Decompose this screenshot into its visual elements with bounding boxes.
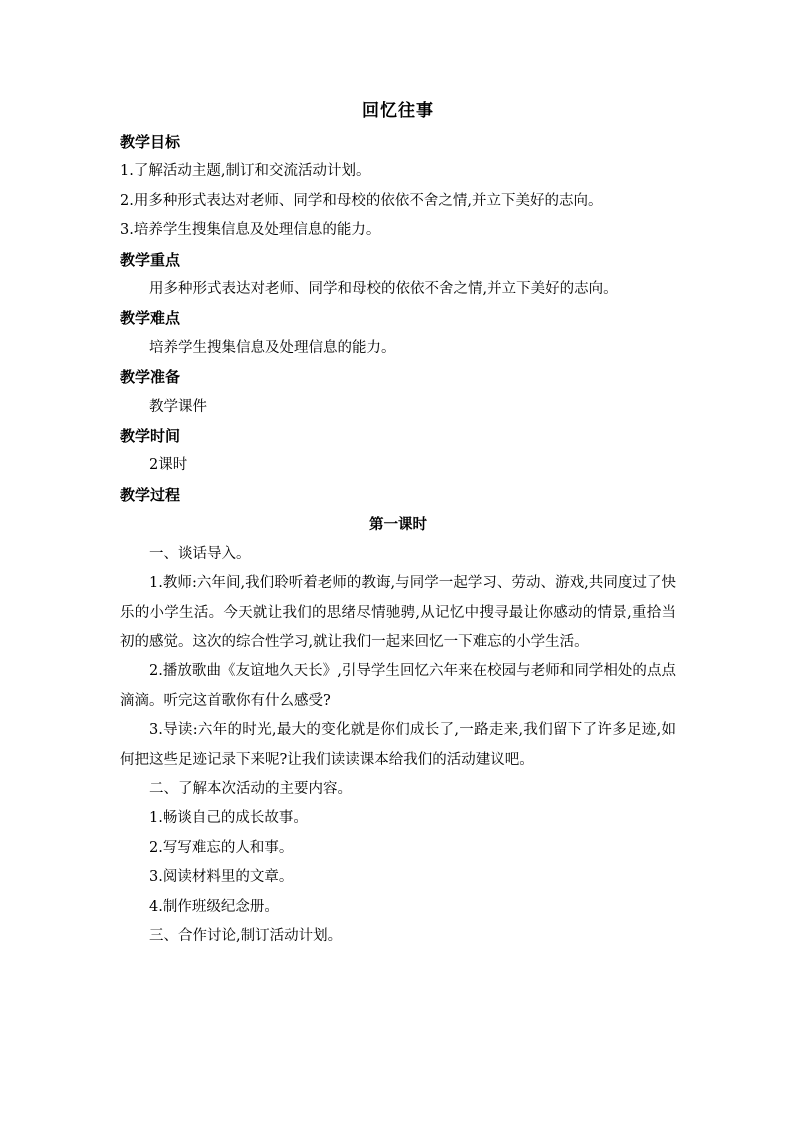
process-paragraph: 1.畅谈自己的成长故事。 [149,810,308,827]
process-paragraph: 1.教师:六年间,我们聆听着老师的教诲,与同学一起学习、劳动、游戏,共同度过了快乐的小学生活。今天就让我们的思绪尽情驰骋,从记忆中搜寻最让你感动的情景,重拾当初的感觉。这次的综合性学习,就让我们一起来回忆一下难忘的小学生活。 [120,575,676,650]
time-text: 2课时 [149,457,188,474]
key-point-text: 用多种形式表达对老师、同学和母校的依依不舍之情,并立下美好的志向。 [149,281,618,298]
lesson-title: 第一课时 [369,516,427,534]
heading-key-point: 教学重点 [120,250,181,269]
process-paragraph: 2.写写难忘的人和事。 [149,839,294,856]
goal-item-2: 2.用多种形式表达对老师、同学和母校的依依不舍之情,并立下美好的志向。 [120,192,603,209]
process-paragraph: 3.导读:六年的时光,最大的变化就是你们成长了,一路走来,我们留下了许多足迹,如何把这些足迹记录下来呢?让我们读读课本给我们的活动建议吧。 [120,722,676,768]
heading-process: 教学过程 [120,485,181,504]
process-paragraph: 2.播放歌曲《友谊地久天长》,引导学生回忆六年来在校园与老师和同学相处的点点滴滴。听完这首歌你有什么感受? [120,663,676,709]
document-page [120,96,676,951]
heading-difficulty: 教学难点 [120,309,181,328]
document-title: 回忆往事 [362,101,434,121]
heading-time: 教学时间 [120,427,181,446]
process-paragraph: 二、了解本次活动的主要内容。 [149,780,352,797]
process-paragraph: 一、谈话导入。 [149,545,251,562]
process-paragraph: 4.制作班级纪念册。 [149,898,279,915]
heading-preparation: 教学准备 [120,368,181,387]
goal-item-3: 3.培养学生搜集信息及处理信息的能力。 [120,222,381,239]
heading-goals: 教学目标 [120,133,181,151]
process-paragraph: 3.阅读材料里的文章。 [149,869,294,886]
goal-item-1: 1.了解活动主题,制订和交流活动计划。 [120,163,371,180]
preparation-text: 教学课件 [149,398,207,415]
difficulty-text: 培养学生搜集信息及处理信息的能力。 [149,339,396,356]
process-paragraph: 三、合作讨论,制订活动计划。 [149,927,343,944]
